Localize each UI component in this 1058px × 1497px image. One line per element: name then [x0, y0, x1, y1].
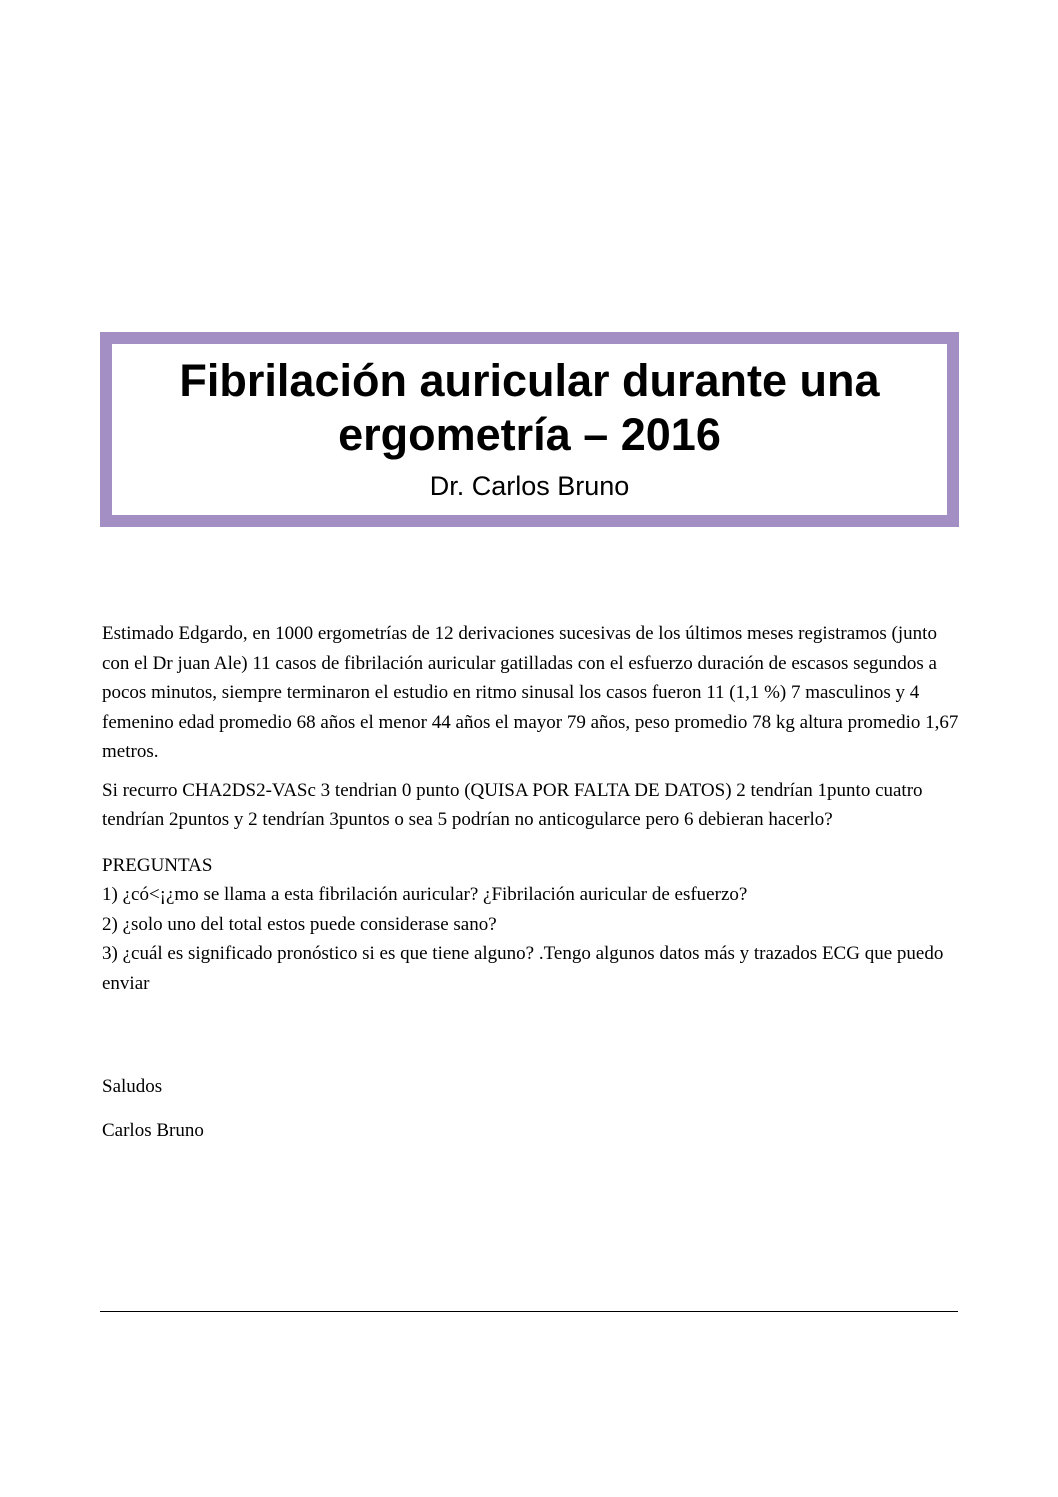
question-item-1: 1) ¿có<¡¿mo se llama a esta fibrilación auricular? ¿Fibrilación auricular de esfuerzo?	[102, 884, 748, 905]
document-title	[112, 344, 947, 462]
title-box	[100, 332, 959, 527]
questions-heading: PREGUNTAS	[102, 854, 213, 876]
paragraph-score: Si recurro CHA2DS2-VASc 3 tendrian 0 punto (QUISA POR FALTA DE DATOS) 2 tendrían 1punto cuatro tendrían 2puntos y 2 tendrían 3puntos o sea 5 podrían no anticogularce pero 6 debieran hacerlo?	[102, 779, 923, 830]
letter-body	[102, 619, 962, 998]
footer-divider	[100, 1311, 958, 1312]
paragraph-intro: Estimado Edgardo, en 1000 ergometrías de 12 derivaciones sucesivas de los últimos meses registramos (junto con el Dr juan Ale) 11 casos de fibrilación auricular gatilladas con el esfuerzo duración de escasos segundos a pocos minutos, siempre terminaron el estudio en ritmo sinusal los casos fueron 11 (1,1 %) 7 masculinos y 4 femenino edad promedio 68 años el menor 44 años el mayor 79 años, peso promedio 78 kg altura promedio 1,67 metros.	[102, 623, 959, 762]
title-line-2: ergometría – 2016	[338, 409, 721, 460]
title-line-1: Fibrilación auricular durante una	[179, 355, 880, 406]
greeting: Saludos	[102, 1076, 163, 1097]
signature: Carlos Bruno	[102, 1120, 204, 1141]
questions-section	[102, 851, 962, 999]
document-author: Dr. Carlos Bruno	[429, 471, 630, 501]
question-item-2: 2) ¿solo uno del total estos puede considerase sano?	[102, 913, 497, 935]
question-item-3: 3) ¿cuál es significado pronóstico si es que tiene alguno? .Tengo algunos datos más y trazados ECG que puedo enviar	[102, 943, 944, 994]
